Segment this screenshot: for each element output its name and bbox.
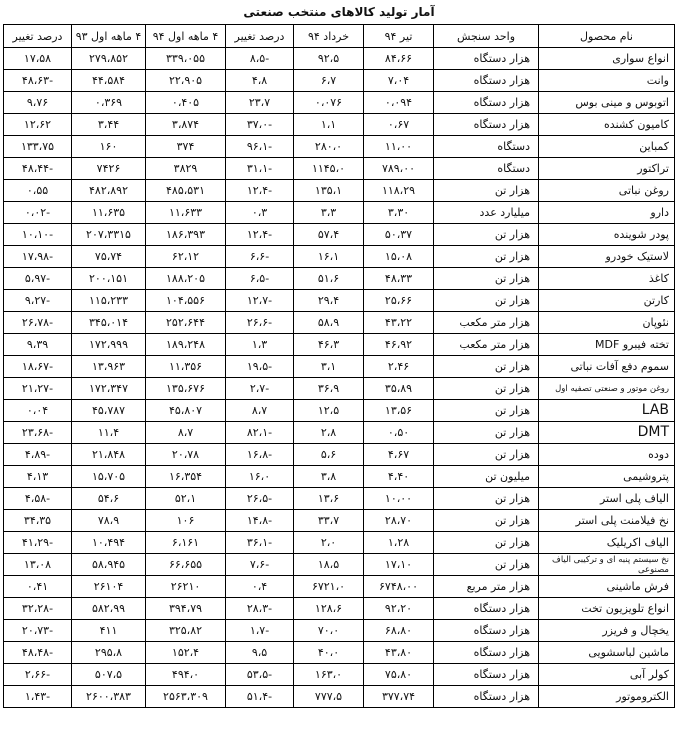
header-tir-94: تیر ۹۴	[364, 25, 434, 48]
table-row	[4, 48, 675, 70]
unit-cell: هزار تن	[434, 510, 539, 532]
change-month-cell: -۲۸،۳	[226, 598, 294, 620]
table-row	[4, 510, 675, 532]
tir-94-cell: ۲۵،۶۶	[364, 290, 434, 312]
tir-94-cell: ۶۷۴۸،۰۰	[364, 576, 434, 598]
change-period-cell: -۲،۶۶	[4, 664, 72, 686]
change-month-cell: ۹،۵	[226, 642, 294, 664]
product-name-cell: الکتروموتور	[539, 686, 675, 708]
unit-cell: هزار دستگاه	[434, 664, 539, 686]
four-months-94-cell: ۳،۸۷۴	[146, 114, 226, 136]
four-months-93-cell: ۳،۴۴	[72, 114, 146, 136]
tir-94-cell: ۱۳،۵۶	[364, 400, 434, 422]
khordad-94-cell: ۱۲۸،۶	[294, 598, 364, 620]
four-months-93-cell: ۱۷۲،۳۴۷	[72, 378, 146, 400]
table-row	[4, 642, 675, 664]
product-name-cell: تخته فیبرو MDF	[539, 334, 675, 356]
tir-94-cell: ۵۰،۳۷	[364, 224, 434, 246]
product-name-cell: دوده	[539, 444, 675, 466]
unit-cell: هزار متر مکعب	[434, 334, 539, 356]
unit-cell: میلیارد عدد	[434, 202, 539, 224]
tir-94-cell: ۴،۶۷	[364, 444, 434, 466]
change-month-cell: -۲۶،۵	[226, 488, 294, 510]
table-row	[4, 378, 675, 400]
change-period-cell: -۲۶،۷۸	[4, 312, 72, 334]
table-body	[4, 48, 675, 708]
tir-94-cell: ۴۳،۸۰	[364, 642, 434, 664]
khordad-94-cell: ۲،۰	[294, 532, 364, 554]
product-name-cell: الیاف اکریلیک	[539, 532, 675, 554]
table-row	[4, 246, 675, 268]
table-row	[4, 554, 675, 576]
four-months-93-cell: ۰،۳۶۹	[72, 92, 146, 114]
change-month-cell: -۲۶،۶	[226, 312, 294, 334]
product-name-cell: وانت	[539, 70, 675, 92]
unit-cell: هزار تن	[434, 268, 539, 290]
four-months-93-cell: ۴۴،۵۸۴	[72, 70, 146, 92]
table-row	[4, 466, 675, 488]
change-month-cell: -۳۶،۱	[226, 532, 294, 554]
product-name-cell: پتروشیمی	[539, 466, 675, 488]
table-row	[4, 70, 675, 92]
khordad-94-cell: ۱،۱	[294, 114, 364, 136]
product-name-cell: LAB	[539, 400, 675, 422]
change-month-cell: -۳۷،۰	[226, 114, 294, 136]
four-months-94-cell: ۳۹۴،۷۹	[146, 598, 226, 620]
unit-cell: هزار متر مکعب	[434, 312, 539, 334]
four-months-93-cell: ۲۷۹،۸۵۲	[72, 48, 146, 70]
four-months-93-cell: ۱۱،۶۳۵	[72, 202, 146, 224]
table-row	[4, 92, 675, 114]
tir-94-cell: ۱۰،۰۰	[364, 488, 434, 510]
unit-cell: هزار تن	[434, 224, 539, 246]
change-period-cell: ۰،۵۵	[4, 180, 72, 202]
four-months-93-cell: ۳۴۵،۰۱۴	[72, 312, 146, 334]
four-months-94-cell: ۱۱،۳۵۶	[146, 356, 226, 378]
tir-94-cell: ۱۷،۱۰	[364, 554, 434, 576]
tir-94-cell: ۸۴،۶۶	[364, 48, 434, 70]
change-month-cell: -۱۲،۷	[226, 290, 294, 312]
change-month-cell: -۹۶،۱	[226, 136, 294, 158]
four-months-94-cell: ۴۸۵،۵۳۱	[146, 180, 226, 202]
change-month-cell: -۸۲،۱	[226, 422, 294, 444]
tir-94-cell: ۴۸،۳۳	[364, 268, 434, 290]
change-period-cell: -۴،۵۸	[4, 488, 72, 510]
tir-94-cell: ۱،۲۸	[364, 532, 434, 554]
unit-cell: هزار تن	[434, 532, 539, 554]
product-name-cell: یخچال و فریزر	[539, 620, 675, 642]
khordad-94-cell: ۳،۱	[294, 356, 364, 378]
table-row	[4, 444, 675, 466]
khordad-94-cell: ۱۸،۵	[294, 554, 364, 576]
change-month-cell: -۶،۵	[226, 268, 294, 290]
tir-94-cell: ۶۸،۸۰	[364, 620, 434, 642]
four-months-94-cell: ۴۵،۸۰۷	[146, 400, 226, 422]
change-period-cell: ۱۷،۵۸	[4, 48, 72, 70]
khordad-94-cell: ۴۰،۰	[294, 642, 364, 664]
table-row	[4, 158, 675, 180]
product-name-cell: دارو	[539, 202, 675, 224]
four-months-94-cell: ۲۰،۷۸	[146, 444, 226, 466]
unit-cell: دستگاه	[434, 136, 539, 158]
product-name-cell: تراکتور	[539, 158, 675, 180]
four-months-94-cell: ۳۲۵،۸۲	[146, 620, 226, 642]
product-name-cell: پودر شوینده	[539, 224, 675, 246]
change-month-cell: ۱،۳	[226, 334, 294, 356]
unit-cell: هزار متر مربع	[434, 576, 539, 598]
four-months-94-cell: ۱۶،۳۵۴	[146, 466, 226, 488]
tir-94-cell: ۳۷۷،۷۴	[364, 686, 434, 708]
tir-94-cell: ۷۸۹،۰۰	[364, 158, 434, 180]
change-period-cell: ۳۴،۳۵	[4, 510, 72, 532]
khordad-94-cell: ۲۹،۴	[294, 290, 364, 312]
header-change-percent-month: درصد تغییر	[226, 25, 294, 48]
tir-94-cell: ۷،۰۴	[364, 70, 434, 92]
unit-cell: هزار تن	[434, 488, 539, 510]
product-name-cell: انواع سواری	[539, 48, 675, 70]
header-four-months-93: ۴ ماهه اول ۹۳	[72, 25, 146, 48]
table-row	[4, 620, 675, 642]
change-period-cell: -۲۱،۲۷	[4, 378, 72, 400]
four-months-93-cell: ۴۸۲،۸۹۲	[72, 180, 146, 202]
khordad-94-cell: ۵۸،۹	[294, 312, 364, 334]
unit-cell: هزار دستگاه	[434, 598, 539, 620]
four-months-93-cell: ۱۵،۷۰۵	[72, 466, 146, 488]
tir-94-cell: ۲،۴۶	[364, 356, 434, 378]
change-period-cell: -۴۱،۲۹	[4, 532, 72, 554]
khordad-94-cell: ۵۱،۶	[294, 268, 364, 290]
four-months-94-cell: ۱۱،۶۳۳	[146, 202, 226, 224]
table-row	[4, 664, 675, 686]
khordad-94-cell: ۰،۰۷۶	[294, 92, 364, 114]
header-khordad-94: خرداد ۹۴	[294, 25, 364, 48]
change-month-cell: -۸،۵	[226, 48, 294, 70]
four-months-93-cell: ۲۹۵،۸	[72, 642, 146, 664]
change-period-cell: ۱۲،۶۲	[4, 114, 72, 136]
change-month-cell: ۰،۴	[226, 576, 294, 598]
change-month-cell: -۱۴،۸	[226, 510, 294, 532]
change-month-cell: -۱،۷	[226, 620, 294, 642]
four-months-94-cell: ۳۳۹،۰۵۵	[146, 48, 226, 70]
tir-94-cell: ۷۵،۸۰	[364, 664, 434, 686]
change-month-cell: ۴،۸	[226, 70, 294, 92]
unit-cell: هزار تن	[434, 554, 539, 576]
khordad-94-cell: ۴۶،۳	[294, 334, 364, 356]
unit-cell: هزار تن	[434, 400, 539, 422]
four-months-94-cell: ۱۳۵،۶۷۶	[146, 378, 226, 400]
header-change-percent-period: درصد تغییر	[4, 25, 72, 48]
tir-94-cell: ۴۳،۲۲	[364, 312, 434, 334]
table-row	[4, 180, 675, 202]
table-row	[4, 334, 675, 356]
unit-cell: هزار دستگاه	[434, 48, 539, 70]
table-row	[4, 268, 675, 290]
change-month-cell: ۲۳،۷	[226, 92, 294, 114]
four-months-94-cell: ۳۸۲۹	[146, 158, 226, 180]
unit-cell: هزار تن	[434, 422, 539, 444]
khordad-94-cell: ۱۱۴۵،۰	[294, 158, 364, 180]
four-months-93-cell: ۴۱۱	[72, 620, 146, 642]
four-months-94-cell: ۱۸۶،۳۹۳	[146, 224, 226, 246]
khordad-94-cell: ۳،۸	[294, 466, 364, 488]
unit-cell: میلیون تن	[434, 466, 539, 488]
change-period-cell: ۰،۴۱	[4, 576, 72, 598]
four-months-93-cell: ۵۰۷،۵	[72, 664, 146, 686]
four-months-94-cell: ۲۲،۹۰۵	[146, 70, 226, 92]
change-month-cell: -۶،۶	[226, 246, 294, 268]
change-period-cell: -۱۸،۶۷	[4, 356, 72, 378]
unit-cell: هزار دستگاه	[434, 92, 539, 114]
four-months-93-cell: ۲۶۰۰،۳۸۳	[72, 686, 146, 708]
four-months-93-cell: ۷۵،۷۴	[72, 246, 146, 268]
change-period-cell: -۴۸،۶۳	[4, 70, 72, 92]
tir-94-cell: ۰،۵۰	[364, 422, 434, 444]
khordad-94-cell: ۲،۸	[294, 422, 364, 444]
change-month-cell: -۷،۶	[226, 554, 294, 576]
change-month-cell: -۱۹،۵	[226, 356, 294, 378]
product-name-cell: انواع تلویزیون تخت	[539, 598, 675, 620]
change-period-cell: ۴،۱۳	[4, 466, 72, 488]
product-name-cell: روغن موتور و صنعتی تصفیه اول	[539, 378, 675, 400]
table-row	[4, 400, 675, 422]
production-table	[3, 24, 675, 708]
tir-94-cell: ۱۵،۰۸	[364, 246, 434, 268]
table-row	[4, 576, 675, 598]
four-months-93-cell: ۱۱،۴	[72, 422, 146, 444]
four-months-93-cell: ۱۶۰	[72, 136, 146, 158]
product-name-cell: سموم دفع آفات نباتی	[539, 356, 675, 378]
khordad-94-cell: ۷۷۷،۵	[294, 686, 364, 708]
table-row	[4, 598, 675, 620]
table-row	[4, 114, 675, 136]
four-months-94-cell: ۱۵۲،۴	[146, 642, 226, 664]
four-months-93-cell: ۵۸۲،۹۹	[72, 598, 146, 620]
four-months-93-cell: ۲۰۰،۱۵۱	[72, 268, 146, 290]
khordad-94-cell: ۶۷۲۱،۰	[294, 576, 364, 598]
four-months-93-cell: ۲۰۷،۳۳۱۵	[72, 224, 146, 246]
table-row	[4, 312, 675, 334]
product-name-cell: DMT	[539, 422, 675, 444]
four-months-94-cell: ۶۲،۱۲	[146, 246, 226, 268]
product-name-cell: کارتن	[539, 290, 675, 312]
change-period-cell: -۱۰،۱۰	[4, 224, 72, 246]
tir-94-cell: ۲۸،۷۰	[364, 510, 434, 532]
khordad-94-cell: ۱۶۳،۰	[294, 664, 364, 686]
four-months-93-cell: ۷۸،۹	[72, 510, 146, 532]
product-name-cell: نئوپان	[539, 312, 675, 334]
four-months-94-cell: ۱۰۴،۵۵۶	[146, 290, 226, 312]
unit-cell: هزار تن	[434, 378, 539, 400]
khordad-94-cell: ۱۶،۱	[294, 246, 364, 268]
change-period-cell: -۴۸،۴۸	[4, 642, 72, 664]
product-name-cell: الیاف پلی استر	[539, 488, 675, 510]
khordad-94-cell: ۵۷،۴	[294, 224, 364, 246]
tir-94-cell: ۱۱،۰۰	[364, 136, 434, 158]
table-row	[4, 488, 675, 510]
khordad-94-cell: ۱۳۵،۱	[294, 180, 364, 202]
table-row	[4, 202, 675, 224]
table-row	[4, 422, 675, 444]
four-months-94-cell: ۱۸۸،۲۰۵	[146, 268, 226, 290]
tir-94-cell: ۳،۳۰	[364, 202, 434, 224]
product-name-cell: فرش ماشینی	[539, 576, 675, 598]
product-name-cell: اتوبوس و مینی بوس	[539, 92, 675, 114]
four-months-93-cell: ۱۷۲،۹۹۹	[72, 334, 146, 356]
unit-cell: هزار تن	[434, 290, 539, 312]
tir-94-cell: ۴،۴۰	[364, 466, 434, 488]
change-month-cell: -۵۳،۵	[226, 664, 294, 686]
khordad-94-cell: ۵،۶	[294, 444, 364, 466]
four-months-93-cell: ۲۱،۸۴۸	[72, 444, 146, 466]
change-period-cell: ۰،۰۴	[4, 400, 72, 422]
change-period-cell: ۹،۷۶	[4, 92, 72, 114]
unit-cell: هزار دستگاه	[434, 114, 539, 136]
four-months-94-cell: ۱۸۹،۲۴۸	[146, 334, 226, 356]
unit-cell: هزار تن	[434, 356, 539, 378]
change-period-cell: ۱۳،۰۸	[4, 554, 72, 576]
four-months-93-cell: ۱۰،۴۹۴	[72, 532, 146, 554]
four-months-94-cell: ۱۰۶	[146, 510, 226, 532]
header-row	[4, 25, 675, 48]
khordad-94-cell: ۶،۷	[294, 70, 364, 92]
change-period-cell: -۲۳،۶۸	[4, 422, 72, 444]
khordad-94-cell: ۱۳،۶	[294, 488, 364, 510]
change-period-cell: ۹،۳۹	[4, 334, 72, 356]
header-product-name: نام محصول	[539, 25, 675, 48]
change-period-cell: -۵،۹۷	[4, 268, 72, 290]
product-name-cell: کاغذ	[539, 268, 675, 290]
change-month-cell: -۵۱،۴	[226, 686, 294, 708]
table-row	[4, 686, 675, 708]
unit-cell: هزار دستگاه	[434, 70, 539, 92]
header-unit: واحد سنجش	[434, 25, 539, 48]
four-months-94-cell: ۲۵۲،۶۴۴	[146, 312, 226, 334]
four-months-94-cell: ۰،۴۰۵	[146, 92, 226, 114]
change-period-cell: -۱،۴۳	[4, 686, 72, 708]
change-period-cell: -۴،۸۹	[4, 444, 72, 466]
product-name-cell: ماشین لباسشویی	[539, 642, 675, 664]
change-period-cell: -۱۷،۹۸	[4, 246, 72, 268]
unit-cell: هزار دستگاه	[434, 620, 539, 642]
unit-cell: هزار تن	[434, 180, 539, 202]
khordad-94-cell: ۳،۳	[294, 202, 364, 224]
khordad-94-cell: ۳۳،۷	[294, 510, 364, 532]
khordad-94-cell: ۷۰،۰	[294, 620, 364, 642]
khordad-94-cell: ۱۲،۵	[294, 400, 364, 422]
change-month-cell: -۲،۷	[226, 378, 294, 400]
khordad-94-cell: ۲۸۰،۰	[294, 136, 364, 158]
product-name-cell: کولر آبی	[539, 664, 675, 686]
unit-cell: دستگاه	[434, 158, 539, 180]
change-month-cell: -۱۲،۴	[226, 224, 294, 246]
tir-94-cell: ۰،۶۷	[364, 114, 434, 136]
tir-94-cell: ۳۵،۸۹	[364, 378, 434, 400]
four-months-93-cell: ۵۴،۶	[72, 488, 146, 510]
product-name-cell: روغن نباتی	[539, 180, 675, 202]
four-months-93-cell: ۷۴۲۶	[72, 158, 146, 180]
unit-cell: هزار تن	[434, 444, 539, 466]
product-name-cell: کمباین	[539, 136, 675, 158]
change-period-cell: -۳۲،۲۸	[4, 598, 72, 620]
change-month-cell: ۸،۷	[226, 400, 294, 422]
four-months-94-cell: ۶،۱۶۱	[146, 532, 226, 554]
tir-94-cell: ۱۱۸،۲۹	[364, 180, 434, 202]
four-months-94-cell: ۲۶۲۱۰	[146, 576, 226, 598]
table-row	[4, 290, 675, 312]
table-row	[4, 224, 675, 246]
unit-cell: هزار دستگاه	[434, 686, 539, 708]
tir-94-cell: ۹۲،۲۰	[364, 598, 434, 620]
table-row	[4, 532, 675, 554]
four-months-93-cell: ۵۸،۹۴۵	[72, 554, 146, 576]
four-months-93-cell: ۱۱۵،۲۳۳	[72, 290, 146, 312]
change-period-cell: -۰،۰۲	[4, 202, 72, 224]
four-months-94-cell: ۸،۷	[146, 422, 226, 444]
four-months-93-cell: ۱۳،۹۶۳	[72, 356, 146, 378]
product-name-cell: نخ فیلامنت پلی استر	[539, 510, 675, 532]
four-months-94-cell: ۳۷۴	[146, 136, 226, 158]
khordad-94-cell: ۹۲،۵	[294, 48, 364, 70]
change-month-cell: -۱۲،۴	[226, 180, 294, 202]
four-months-93-cell: ۴۵،۷۸۷	[72, 400, 146, 422]
unit-cell: هزار تن	[434, 246, 539, 268]
tir-94-cell: ۰،۰۹۴	[364, 92, 434, 114]
four-months-94-cell: ۵۲،۱	[146, 488, 226, 510]
unit-cell: هزار دستگاه	[434, 642, 539, 664]
product-name-cell: کامیون کشنده	[539, 114, 675, 136]
change-month-cell: ۰،۳	[226, 202, 294, 224]
four-months-94-cell: ۴۹۴،۰	[146, 664, 226, 686]
change-period-cell: ۱۳۳،۷۵	[4, 136, 72, 158]
product-name-cell: نخ سیستم پنبه ای و ترکیبی الیاف مصنوعی	[539, 554, 675, 576]
four-months-94-cell: ۶۶،۶۵۵	[146, 554, 226, 576]
header-four-months-94: ۴ ماهه اول ۹۴	[146, 25, 226, 48]
change-month-cell: ۱۶،۰	[226, 466, 294, 488]
four-months-94-cell: ۲۵۶۳،۳۰۹	[146, 686, 226, 708]
product-name-cell: لاستیک خودرو	[539, 246, 675, 268]
table-title: آمار تولید کالاهای منتخب صنعتی	[243, 5, 435, 19]
table-row	[4, 356, 675, 378]
change-month-cell: -۳۱،۱	[226, 158, 294, 180]
table-row	[4, 136, 675, 158]
change-period-cell: -۴۸،۴۴	[4, 158, 72, 180]
change-period-cell: -۹،۲۷	[4, 290, 72, 312]
tir-94-cell: ۴۶،۹۲	[364, 334, 434, 356]
change-period-cell: -۲۰،۷۳	[4, 620, 72, 642]
four-months-93-cell: ۲۶۱۰۴	[72, 576, 146, 598]
khordad-94-cell: ۳۶،۹	[294, 378, 364, 400]
change-month-cell: -۱۶،۸	[226, 444, 294, 466]
